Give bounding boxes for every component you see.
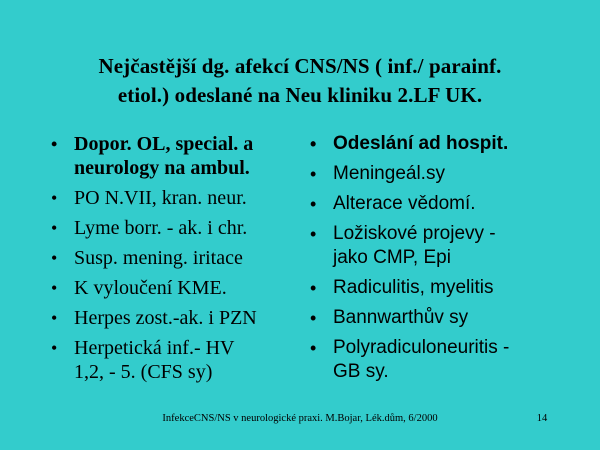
bullet-icon: • (310, 278, 317, 298)
bullet-icon: • (51, 218, 58, 238)
item-line: Alterace vědomí. (333, 193, 476, 214)
list-item (307, 306, 577, 330)
item-line: PO N.VII, kran. neur. (74, 187, 247, 209)
list-item (48, 186, 310, 210)
page-number: 14 (536, 413, 548, 424)
bullet-icon: • (310, 164, 317, 184)
item-line: Ložiskové projevy - (333, 223, 496, 244)
list-item (307, 162, 577, 186)
list-item (48, 336, 310, 384)
bullet-icon: • (51, 308, 58, 328)
item-line: 1,2, - 5. (CFS sy) (74, 361, 213, 383)
list-item (307, 276, 577, 300)
left-bullet-list (48, 132, 310, 384)
bullet-icon: • (310, 338, 317, 358)
list-item (307, 192, 577, 216)
list-item (48, 306, 310, 330)
list-item (48, 276, 310, 300)
item-line: Meningeál.sy (333, 163, 445, 184)
footer-citation: InfekceCNS/NS v neurologické praxi. M.Bojar, Lék.dům, 6/2000 (162, 413, 438, 424)
item-line: jako CMP, Epi (333, 247, 451, 268)
bullet-icon: • (51, 248, 58, 268)
item-line: Herpetická inf.- HV (74, 337, 235, 359)
right-column (307, 132, 577, 390)
bullet-icon: • (310, 194, 317, 214)
bullet-icon: • (310, 134, 317, 154)
item-line: neurology na ambul. (74, 157, 250, 179)
list-item (48, 216, 310, 240)
bullet-icon: • (51, 134, 58, 154)
item-line: Lyme borr. - ak. i chr. (74, 217, 248, 239)
slide-title (40, 52, 560, 110)
list-item (307, 336, 577, 384)
item-line: Bannwarthův sy (333, 307, 469, 328)
bullet-icon: • (51, 278, 58, 298)
right-heading-item (307, 132, 577, 156)
bullet-icon: • (310, 308, 317, 328)
bullet-icon: • (310, 224, 317, 244)
bullet-icon: • (51, 338, 58, 358)
left-heading-item (48, 132, 310, 180)
item-line: Polyradiculoneuritis - (333, 337, 510, 358)
bullet-icon: • (51, 188, 58, 208)
slide-title-line: Nejčastější dg. afekcí CNS/NS ( inf./ parainf. (98, 54, 502, 78)
left-column (48, 132, 310, 390)
item-line: GB sy. (333, 361, 389, 382)
item-line: Herpes zost.-ak. i PZN (74, 307, 257, 329)
item-line: K vyloučení KME. (74, 277, 227, 299)
right-bullet-list (307, 132, 577, 384)
item-line: Odeslání ad hospit. (333, 133, 509, 154)
list-item (307, 222, 577, 270)
item-line: Susp. mening. iritace (74, 247, 243, 269)
slide-title-line: etiol.) odeslané na Neu kliniku 2.LF UK. (117, 83, 483, 107)
item-line: Radiculitis, myelitis (333, 277, 494, 298)
list-item (48, 246, 310, 270)
item-line: Dopor. OL, special. a (74, 133, 254, 155)
